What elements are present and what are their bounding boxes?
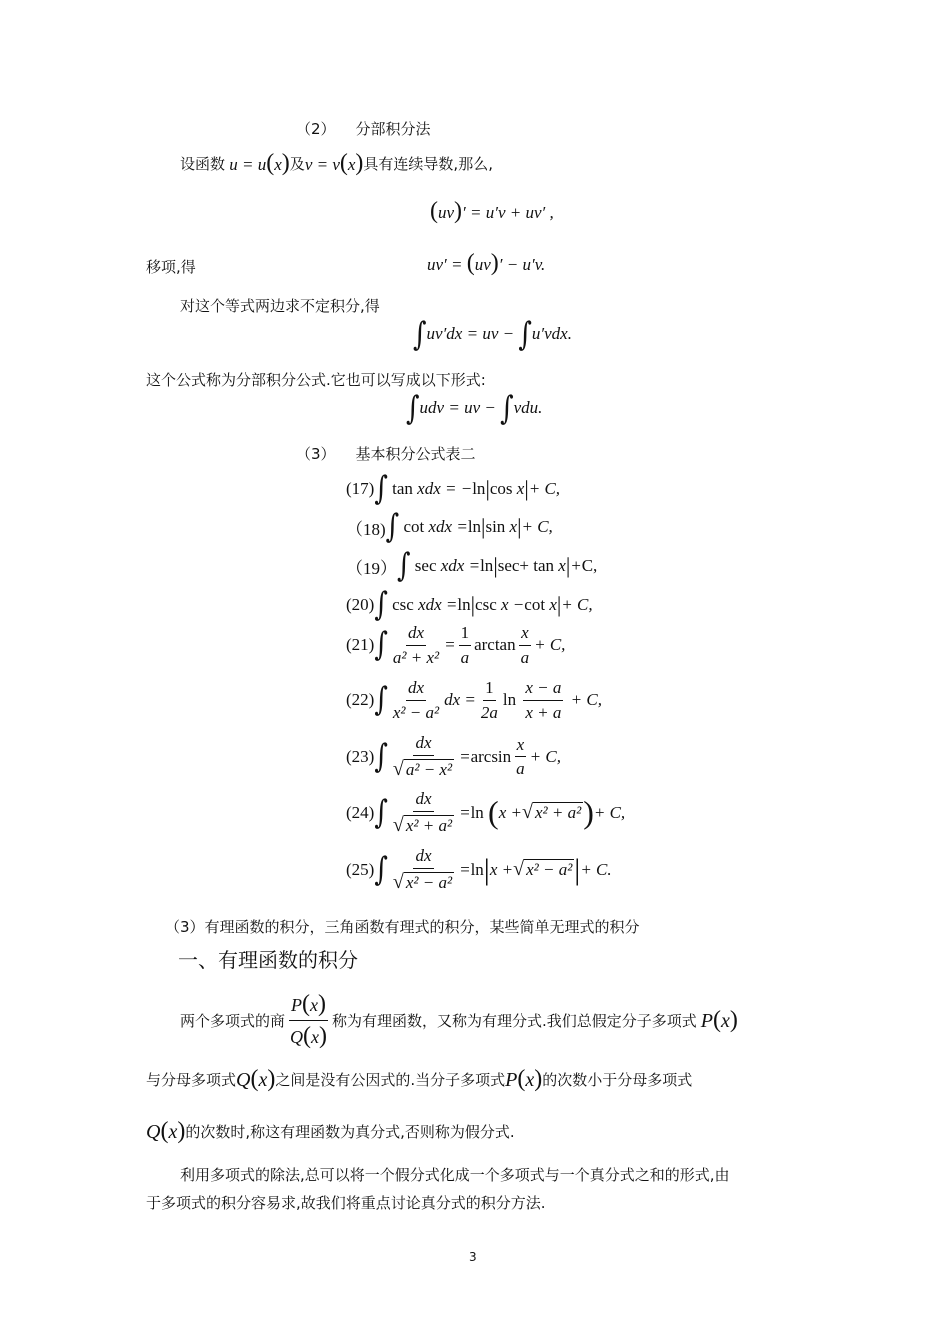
move-term-text: 移项,得 (146, 258, 196, 276)
formula-qx-2: Q(x) (146, 1118, 186, 1144)
intro-post: 具有连续导数,那么, (363, 155, 493, 173)
formula-19-label: （19） (346, 558, 397, 578)
formula-qx-1: Q(x) (236, 1066, 276, 1092)
para1-b: 称为有理函数，又称为有理分式.我们总假定分子多项式 (332, 1012, 697, 1031)
para1-e: 的次数小于分母多项式 (542, 1071, 693, 1089)
para2-line1: 利用多项式的除法,总可以将一个假分式化成一个多项式与一个真分式之和的形式,由 (180, 1166, 730, 1184)
formula-18-label: （18) (346, 519, 386, 539)
page-number: 3 (469, 1250, 477, 1264)
formula-24-label: (24) (346, 802, 375, 822)
rearranged-formula: uv′ = (uv)′ − u′v. (427, 250, 546, 276)
para1-line2 (146, 1066, 692, 1093)
formula-p-over-q: $\frac{P(x)}{Q(x)}$ (290, 991, 328, 1050)
section-3-label: （3） (296, 445, 336, 463)
para1-line1 (180, 992, 738, 1049)
section-2-label: （2） (296, 120, 336, 138)
integrate-both-text: 对这个等式两边求不定积分,得 (180, 297, 380, 315)
formula-21: (21) ∫ $\frac{dx}{\text{a² + x²}}$ = $\frac{1}{a}$ arctan $\frac{x}{a}$ + C, (346, 623, 566, 667)
intro-mid: 及 (289, 155, 305, 173)
integration-by-parts-short-formula: ∫udv = uv − ∫vdu. (406, 390, 543, 428)
formula-17: (17) ∫ tan xdx = − ln | cos x | + C, (346, 470, 561, 508)
section-2-heading (296, 118, 431, 139)
section-3b-heading: （3）有理函数的积分，三角函数有理式的积分，某些简单无理式的积分 (165, 918, 640, 936)
para1-a: 两个多项式的商 (180, 1012, 286, 1031)
para1-c: 与分母多项式 (146, 1071, 237, 1089)
section-3-title: 基本积分公式表二 (355, 445, 476, 463)
chapter-heading: 一、有理函数的积分 (178, 948, 358, 972)
para1-line3 (146, 1118, 515, 1145)
para1-d: 之间是没有公因式的.当分子多项式 (275, 1071, 506, 1089)
formula-23: (23) ∫ $\frac{dx}{\text{√ a² − x²}}$ = arcsin $\frac{x}{a}$ + C, (346, 733, 561, 780)
formula-25-label: (25) (346, 859, 375, 879)
intro-pre: 设函数 (180, 155, 226, 173)
formula-v-def: v = v(x) (304, 150, 364, 176)
section-2-title: 分部积分法 (355, 120, 431, 138)
para2-line2: 于多项式的积分容易求,故我们将重点讨论真分式的积分方法. (146, 1194, 546, 1212)
formula-22-label: (22) (346, 690, 375, 710)
integration-by-parts-formula: ∫uv′dx = uv − ∫u′vdx. (413, 316, 572, 354)
formula-23-label: (23) (346, 746, 375, 766)
formula-22: (22) ∫ $\frac{dx}{\text{x² − a²}}$ dx = $\frac{1}{2a}$ ln $\frac{x - a}{x + a}$ + C, (346, 678, 602, 722)
formula-21-label: (21) (346, 635, 375, 655)
product-rule-formula: (uv)′ = u′v + uv′ , (430, 198, 554, 224)
formula-px-2: P(x) (505, 1066, 543, 1092)
formula-25: (25) ∫ $\frac{dx}{\text{√ x² − a²}}$ = ln | x + √ x² − a² | + C. (346, 846, 612, 893)
formula-17-label: (17) (346, 479, 375, 498)
formula-24: (24) ∫ $\frac{dx}{\text{√ x² + a²}}$ = ln ( x + √ x² + a² ) + C, (346, 789, 626, 836)
formula-u-def: u = u(x) (225, 150, 290, 176)
formula-20: (20) ∫ csc xdx = ln | csc x − cot x | + C, (346, 586, 593, 624)
formula-20-label: (20) (346, 595, 375, 614)
intro-line (180, 150, 493, 177)
formula-name-text: 这个公式称为分部积分公式.它也可以写成以下形式: (146, 371, 486, 389)
para1-f: 的次数时,称这有理函数为真分式,否则称为假分式. (185, 1123, 515, 1141)
section-3-heading (296, 443, 476, 464)
formula-18: （18) ∫ cot xdx = ln | sin x | + C, (346, 508, 553, 546)
formula-19: （19） ∫ sec xdx = ln | sec+ tan x | + C, (346, 547, 598, 585)
formula-px-1: P(x) (700, 1007, 738, 1034)
